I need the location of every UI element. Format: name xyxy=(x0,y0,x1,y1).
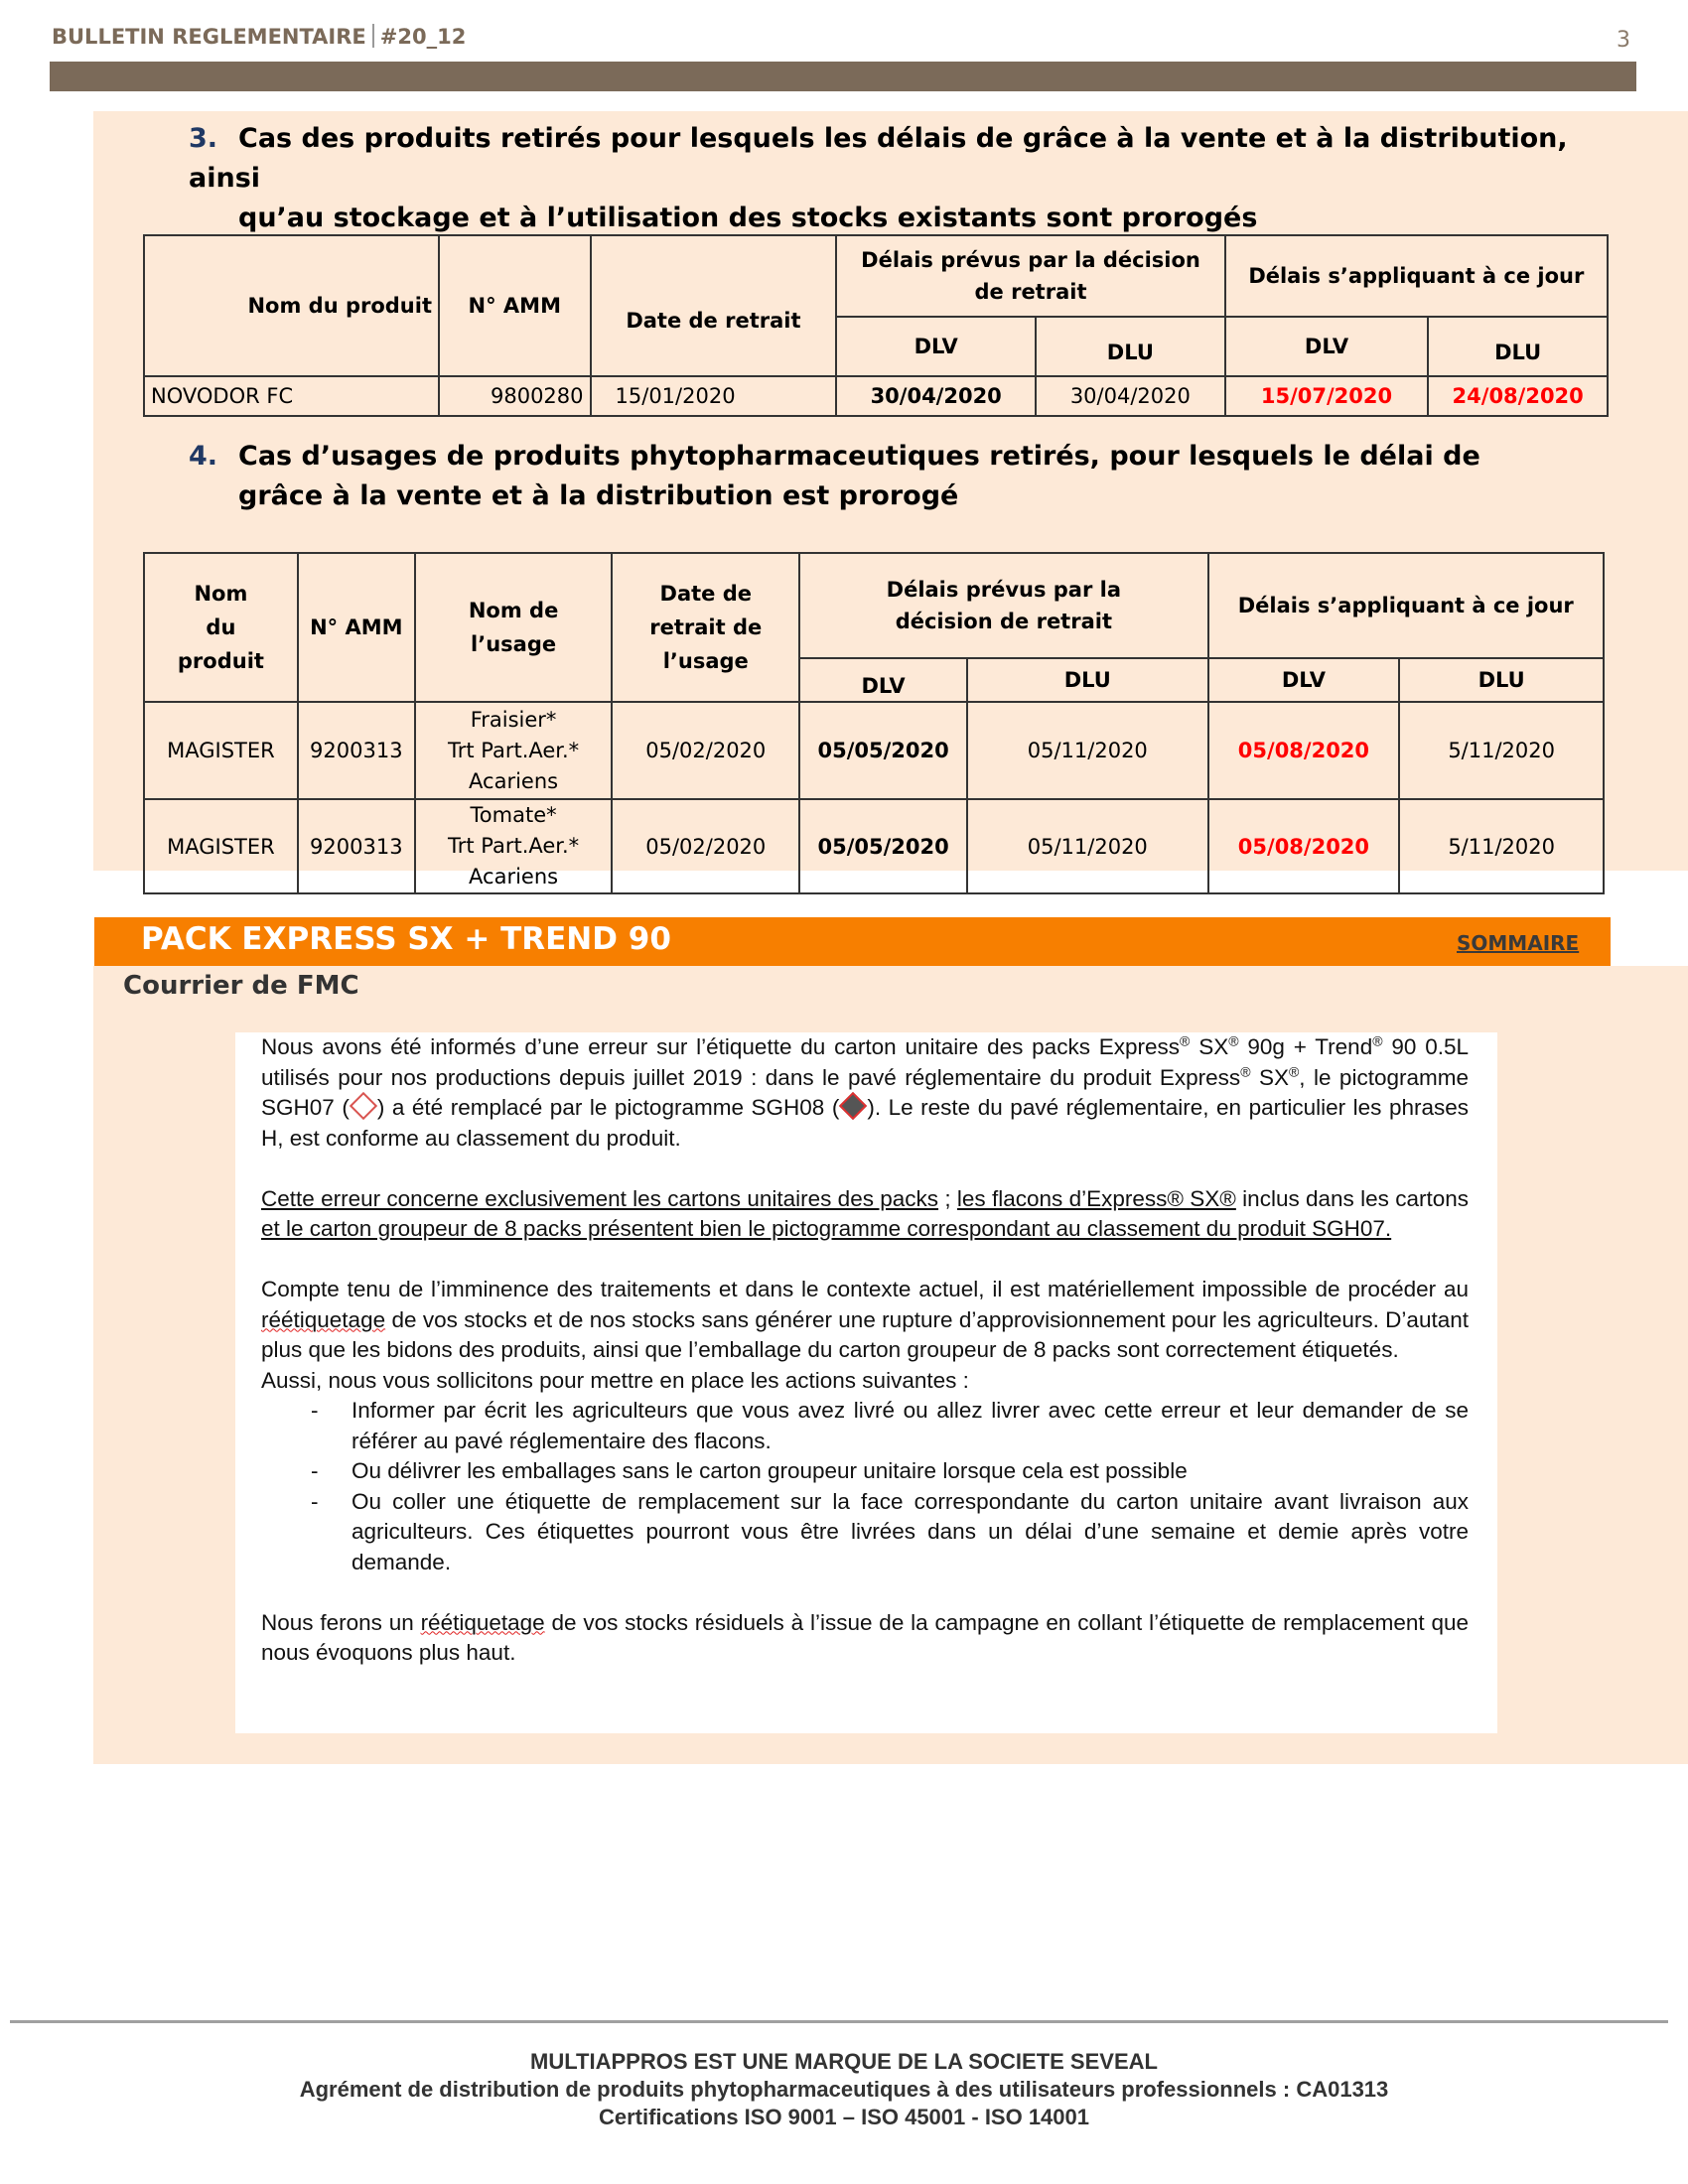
cell-planned-dlv: 05/05/2020 xyxy=(799,702,967,799)
text-run: , le pictogramme SGH07 ( xyxy=(261,1064,1469,1120)
cell-product: NOVODOR FC xyxy=(144,376,439,416)
table-row xyxy=(144,702,1604,799)
list-item xyxy=(261,1487,1469,1578)
cell-planned-dlu: 05/11/2020 xyxy=(967,702,1208,799)
cell-amm: 9200313 xyxy=(298,799,415,893)
letter-paragraph xyxy=(261,1032,1469,1154)
text-run: les flacons d’Express® SX® xyxy=(956,1185,1236,1211)
header-current-dlv: DLV xyxy=(1208,658,1400,702)
pack-section-subtitle: Courrier de FMC xyxy=(123,971,359,1001)
bullet-dash: - xyxy=(311,1458,319,1483)
header-current-dlv: DLV xyxy=(1225,317,1429,376)
text-run: Nous ferons un xyxy=(261,1609,421,1635)
bulletin-title: BULLETIN REGLEMENTAIRE xyxy=(52,25,366,49)
cell-planned-dlu: 05/11/2020 xyxy=(967,799,1208,893)
header-usage-name xyxy=(415,553,613,702)
text-run: inclus dans les cartons xyxy=(1235,1185,1469,1211)
cell-current-dlu: 5/11/2020 xyxy=(1399,702,1604,799)
letter-paragraph: Aussi, nous vous sollicitons pour mettre en place les actions suivantes : xyxy=(261,1367,969,1393)
letter-paragraph xyxy=(261,1275,1469,1366)
cell-usage xyxy=(415,702,613,799)
cell-withdrawal-date: 05/02/2020 xyxy=(612,702,799,799)
section-4-heading xyxy=(189,437,1579,516)
usage-line: Acariens xyxy=(469,865,559,888)
usage-line: Tomate* xyxy=(470,803,557,827)
fmc-letter-image xyxy=(235,1032,1497,1733)
cell-product: MAGISTER xyxy=(144,799,298,893)
cell-product: MAGISTER xyxy=(144,702,298,799)
header-date-l3: l’usage xyxy=(662,649,749,673)
usage-line: Fraisier* xyxy=(470,707,557,732)
text-run: de vos stocks et de nos stocks sans générer une rupture d’approvisionnement pour les agriculteurs. D’autant plus que les bidons des produits, ainsi que l’emballage du carton groupeur de 8 packs sont correctement étiquetés. xyxy=(261,1306,1469,1362)
header-current-delays: Délais s’appliquant à ce jour xyxy=(1225,235,1608,317)
section-3-title-line2: qu’au stockage et à l’utilisation des stocks existants sont prorogés xyxy=(238,203,1258,233)
text-run: 90 0.5L utilisés pour nos productions depuis juillet 2019 : dans le pavé réglementaire du produit Express xyxy=(261,1034,1469,1090)
table-row xyxy=(144,799,1604,893)
header-usage-withdrawal-date xyxy=(612,553,799,702)
cell-planned-dlv: 30/04/2020 xyxy=(836,376,1036,416)
letter-paragraph xyxy=(261,1608,1469,1669)
table-row xyxy=(144,376,1608,416)
list-item-text: Informer par écrit les agriculteurs que vous avez livré ou allez livrer avec cette erreur et leur demander de se référer au pavé réglementaire des flacons. xyxy=(352,1398,1469,1453)
text-run: ) a été remplacé par le pictogramme SGH08 ( xyxy=(376,1095,840,1120)
bullet-dash: - xyxy=(311,1488,319,1514)
text-run: et le carton groupeur de 8 packs présentent bien le pictogramme correspondant au classement du produit SGH07. xyxy=(261,1216,1392,1241)
text-run: SX xyxy=(1190,1034,1229,1059)
cell-planned-dlu: 30/04/2020 xyxy=(1036,376,1225,416)
header-planned-dlu: DLU xyxy=(1036,317,1225,376)
section-3-table xyxy=(143,234,1609,417)
header-planned-dlu: DLU xyxy=(967,658,1208,702)
section-3-heading xyxy=(189,119,1579,238)
registered-mark: ® xyxy=(1228,1032,1239,1049)
section-4-title-line1: Cas d’usages de produits phytopharmaceutiques retirés, pour lesquels le délai de xyxy=(238,441,1480,472)
pack-section-title: PACK EXPRESS SX + TREND 90 xyxy=(141,921,671,957)
action-list xyxy=(261,1396,1469,1577)
bulletin-issue: #20_12 xyxy=(379,25,467,49)
usage-line: Trt Part.Aer.* xyxy=(447,738,580,762)
header-planned-dlv: DLV xyxy=(836,317,1036,376)
letter-paragraph xyxy=(261,1184,1469,1245)
registered-mark: ® xyxy=(1240,1063,1251,1079)
footer-certifications: Certifications ISO 9001 – ISO 45001 - ISO 14001 xyxy=(598,2105,1090,2129)
text-run: SX xyxy=(1250,1064,1289,1090)
cell-planned-dlv: 05/05/2020 xyxy=(799,799,967,893)
registered-mark: ® xyxy=(1372,1032,1383,1049)
header-date-l1: Date de xyxy=(659,582,752,606)
header-planned-dlv: DLV xyxy=(799,658,967,702)
cell-withdrawal-date: 15/01/2020 xyxy=(591,376,837,416)
usage-line: Trt Part.Aer.* xyxy=(447,834,580,858)
list-item xyxy=(261,1456,1469,1487)
section-3-number: 3. xyxy=(189,123,218,154)
text-run: de vos stocks résiduels à l’issue de la campagne en collant l’étiquette de remplacement que nous évoquons plus haut. xyxy=(261,1609,1470,1665)
sgh08-health-hazard-icon xyxy=(839,1092,867,1120)
section-4-table xyxy=(143,552,1605,894)
cell-usage xyxy=(415,799,613,893)
footer-divider xyxy=(10,2020,1668,2023)
sommaire-link[interactable]: SOMMAIRE xyxy=(1457,931,1580,955)
fmc-letter-text xyxy=(261,1032,1469,1669)
cell-current-dlv: 05/08/2020 xyxy=(1208,799,1400,893)
header-planned-l1: Délais prévus par la xyxy=(886,578,1122,602)
header-planned-delays xyxy=(799,553,1207,658)
header-current-dlu: DLU xyxy=(1399,658,1604,702)
header-product-l3: produit xyxy=(177,649,264,673)
header-product-l2: du xyxy=(206,615,236,639)
header-planned-l2: décision de retrait xyxy=(895,610,1112,633)
usage-line: Acariens xyxy=(469,768,559,793)
bulletin-header xyxy=(52,24,466,49)
cell-amm: 9800280 xyxy=(439,376,591,416)
cell-current-dlu: 24/08/2020 xyxy=(1428,376,1608,416)
registered-mark: ® xyxy=(1288,1063,1300,1079)
section-4-title-line2: grâce à la vente et à la distribution est prorogé xyxy=(238,480,959,511)
cell-current-dlu: 5/11/2020 xyxy=(1399,799,1604,893)
list-item-text: Ou délivrer les emballages sans le carton groupeur unitaire lorsque cela est possible xyxy=(352,1458,1188,1483)
text-run: Nous avons été informés d’une erreur sur l’étiquette du carton unitaire des packs Express xyxy=(261,1034,1181,1059)
header-product-l1: Nom xyxy=(194,582,248,606)
header-product-name xyxy=(144,553,298,702)
text-run: ; xyxy=(938,1185,957,1211)
text-run: Compte tenu de l’imminence des traitements et dans le contexte actuel, il est matériellement impossible de procéder au xyxy=(261,1277,1469,1301)
header-planned-delays: Délais prévus par la décision de retrait xyxy=(836,235,1224,317)
header-bar xyxy=(50,62,1636,91)
text-run: Cette erreur concerne exclusivement les cartons unitaires des packs xyxy=(261,1185,939,1211)
header-usage-l1: Nom de xyxy=(468,599,559,622)
cell-amm: 9200313 xyxy=(298,702,415,799)
list-item-text: Ou coller une étiquette de remplacement sur la face correspondante du carton unitaire avant livraison aux agriculteurs. Ces étiquettes pourront vous être livrées dans un délai d’une semaine et demie après votre demande. xyxy=(352,1488,1469,1574)
text-run: 90g + Trend xyxy=(1238,1034,1373,1059)
header-product-name: Nom du produit xyxy=(144,235,439,376)
cell-current-dlv: 15/07/2020 xyxy=(1225,376,1429,416)
paragraph-gap xyxy=(261,1154,1469,1184)
header-usage-l2: l’usage xyxy=(471,632,557,656)
list-item xyxy=(261,1396,1469,1456)
spellcheck-word: réétiquetage xyxy=(261,1306,386,1332)
cell-current-dlv: 05/08/2020 xyxy=(1208,702,1400,799)
footer-approval: Agrément de distribution de produits phytopharmaceutiques à des utilisateurs professionnels : CA01313 xyxy=(299,2077,1389,2102)
header-amm: N° AMM xyxy=(298,553,415,702)
header-current-delays: Délais s’appliquant à ce jour xyxy=(1208,553,1604,658)
header-date-l2: retrait de xyxy=(649,615,763,639)
header-withdrawal-date: Date de retrait xyxy=(591,235,837,376)
text-run: ). Le reste du pavé réglementaire, en particulier les phrases H, est conforme au classement du produit. xyxy=(261,1095,1469,1151)
footer-brand: MULTIAPPROS EST UNE MARQUE DE LA SOCIETE SEVEAL xyxy=(530,2049,1158,2074)
spellcheck-word: réétiquetage xyxy=(420,1609,545,1635)
header-amm: N° AMM xyxy=(439,235,591,376)
header-current-dlu: DLU xyxy=(1428,317,1608,376)
sgh07-exclamation-icon xyxy=(350,1092,377,1120)
paragraph-gap xyxy=(261,1245,1469,1276)
header-separator xyxy=(372,24,374,48)
paragraph-gap xyxy=(261,1577,1469,1608)
section-3-title-line1: Cas des produits retirés pour lesquels les délais de grâce à la vente et à la distribution, ainsi xyxy=(189,123,1568,194)
bullet-dash: - xyxy=(311,1398,319,1423)
cell-withdrawal-date: 05/02/2020 xyxy=(612,799,799,893)
registered-mark: ® xyxy=(1180,1032,1191,1049)
page-number: 3 xyxy=(1617,28,1630,53)
section-4-number: 4. xyxy=(189,441,218,472)
